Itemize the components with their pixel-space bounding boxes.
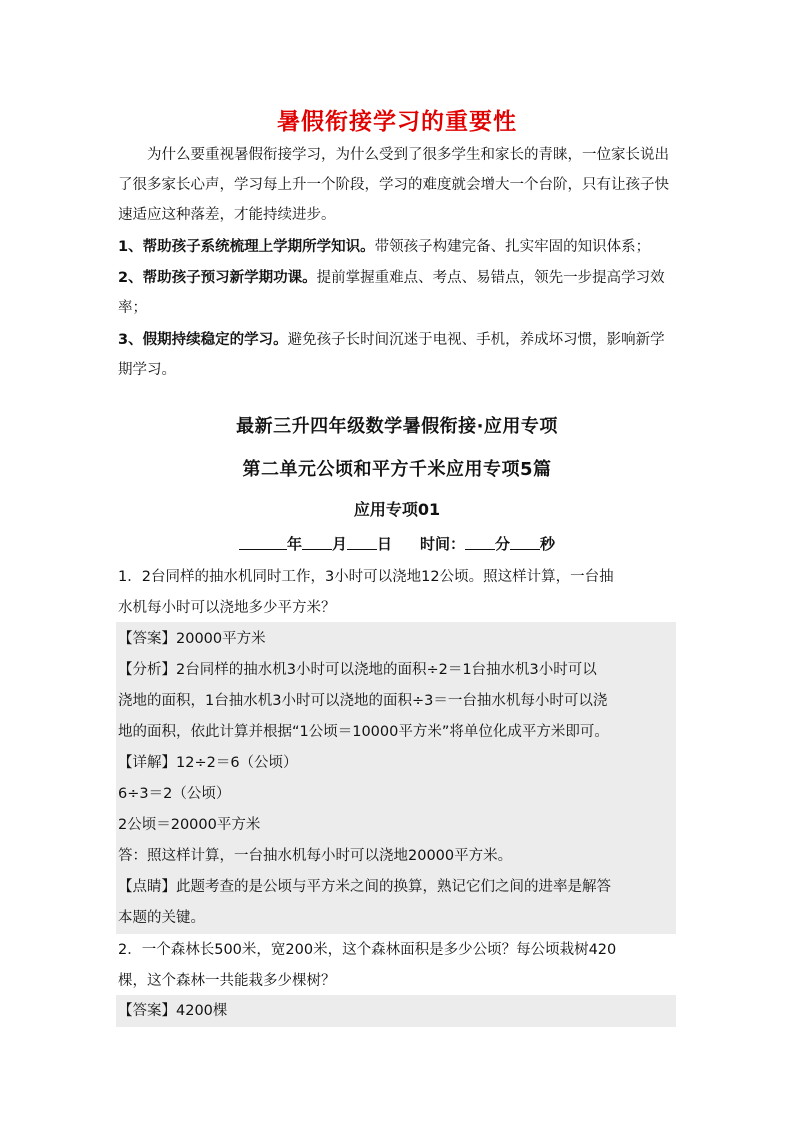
day-blank[interactable] (347, 535, 377, 550)
q2-answer: 【答案】4200棵 (118, 1003, 228, 1019)
month-blank[interactable] (302, 535, 332, 550)
point-1-lead: 1、帮助孩子系统梳理上学期所学知识。 (118, 239, 375, 255)
section-heading-2: 第二单元公顷和平方千米应用专项5篇 (242, 459, 552, 480)
q1-detail-line-2: 6÷3＝2（公顷） (118, 786, 231, 802)
q1-analysis-line-2: 浇地的面积，1台抽水机3小时可以浇地的面积÷3＝一台抽水机每小时可以浇 (118, 693, 608, 709)
minute-label: 分 (495, 535, 511, 553)
q1-detail-line-1: 【详解】12÷2＝6（公顷） (118, 755, 298, 771)
point-1-text: 带领孩子构建完备、扎实牢固的知识体系； (374, 239, 651, 255)
date-time-line (118, 533, 676, 554)
q1-analysis-line-3: 地的面积，依此计算并根据“1公顷＝10000平方米”将单位化成平方米即可。 (118, 724, 609, 740)
q1-analysis-line-1: 【分析】2台同样的抽水机3小时可以浇地的面积÷2＝1台抽水机3小时可以 (118, 662, 597, 678)
point-3-text: 避免孩子长时间沉迷于电视、手机，养成坏习惯，影响新学期学习。 (118, 332, 665, 378)
second-label: 秒 (540, 535, 556, 553)
point-2 (118, 263, 676, 323)
point-2-text: 提前掌握重难点、考点、易错点，领先一步提高学习效率； (118, 270, 665, 316)
point-3-lead: 3、假期持续稳定的学习。 (118, 332, 288, 348)
month-label: 月 (331, 535, 347, 553)
year-label: 年 (286, 535, 302, 553)
time-label: 时间： (420, 535, 466, 553)
q2-stem-line-1: 2．一个森林长500米，宽200米，这个森林面积是多少公顷？每公顷栽树420 (118, 942, 617, 958)
q2-stem-line-2: 棵，这个森林一共能栽多少棵树？ (118, 973, 336, 989)
q1-detail-line-3: 2公顷＝20000平方米 (118, 817, 261, 833)
section-heading-3: 应用专项01 (353, 500, 441, 519)
point-2-lead: 2、帮助孩子预习新学期功课。 (118, 270, 317, 286)
section-heading-1: 最新三升四年级数学暑假衔接·应用专项 (236, 416, 558, 437)
intro-paragraph: 为什么要重视暑假衔接学习，为什么受到了很多学生和家长的青睐，一位家长说出了很多家长心声，学习每上升一个阶段，学习的难度就会增大一个台阶，只有让孩子快速适应这种落差，才能持续进步。 (118, 147, 669, 223)
q1-answer: 【答案】20000平方米 (118, 631, 266, 647)
q1-detail-line-4: 答：照这样计算，一台抽水机每小时可以浇地20000平方米。 (118, 848, 513, 864)
q1-stem-line-1: 1．2台同样的抽水机同时工作，3小时可以浇地12公顷。照这样计算，一台抽 (118, 569, 614, 585)
q1-comment-line-2: 本题的关键。 (118, 910, 205, 926)
point-1 (118, 232, 676, 262)
point-3 (118, 325, 676, 385)
day-label: 日 (376, 535, 392, 553)
minute-blank[interactable] (465, 535, 495, 550)
year-blank[interactable] (239, 535, 287, 550)
q1-comment-line-1: 【点睛】此题考查的是公顷与平方米之间的换算，熟记它们之间的进率是解答 (118, 879, 611, 895)
second-blank[interactable] (510, 535, 540, 550)
page-title: 暑假衔接学习的重要性 (277, 109, 517, 135)
q1-stem-line-2: 水机每小时可以浇地多少平方米？ (118, 600, 336, 616)
